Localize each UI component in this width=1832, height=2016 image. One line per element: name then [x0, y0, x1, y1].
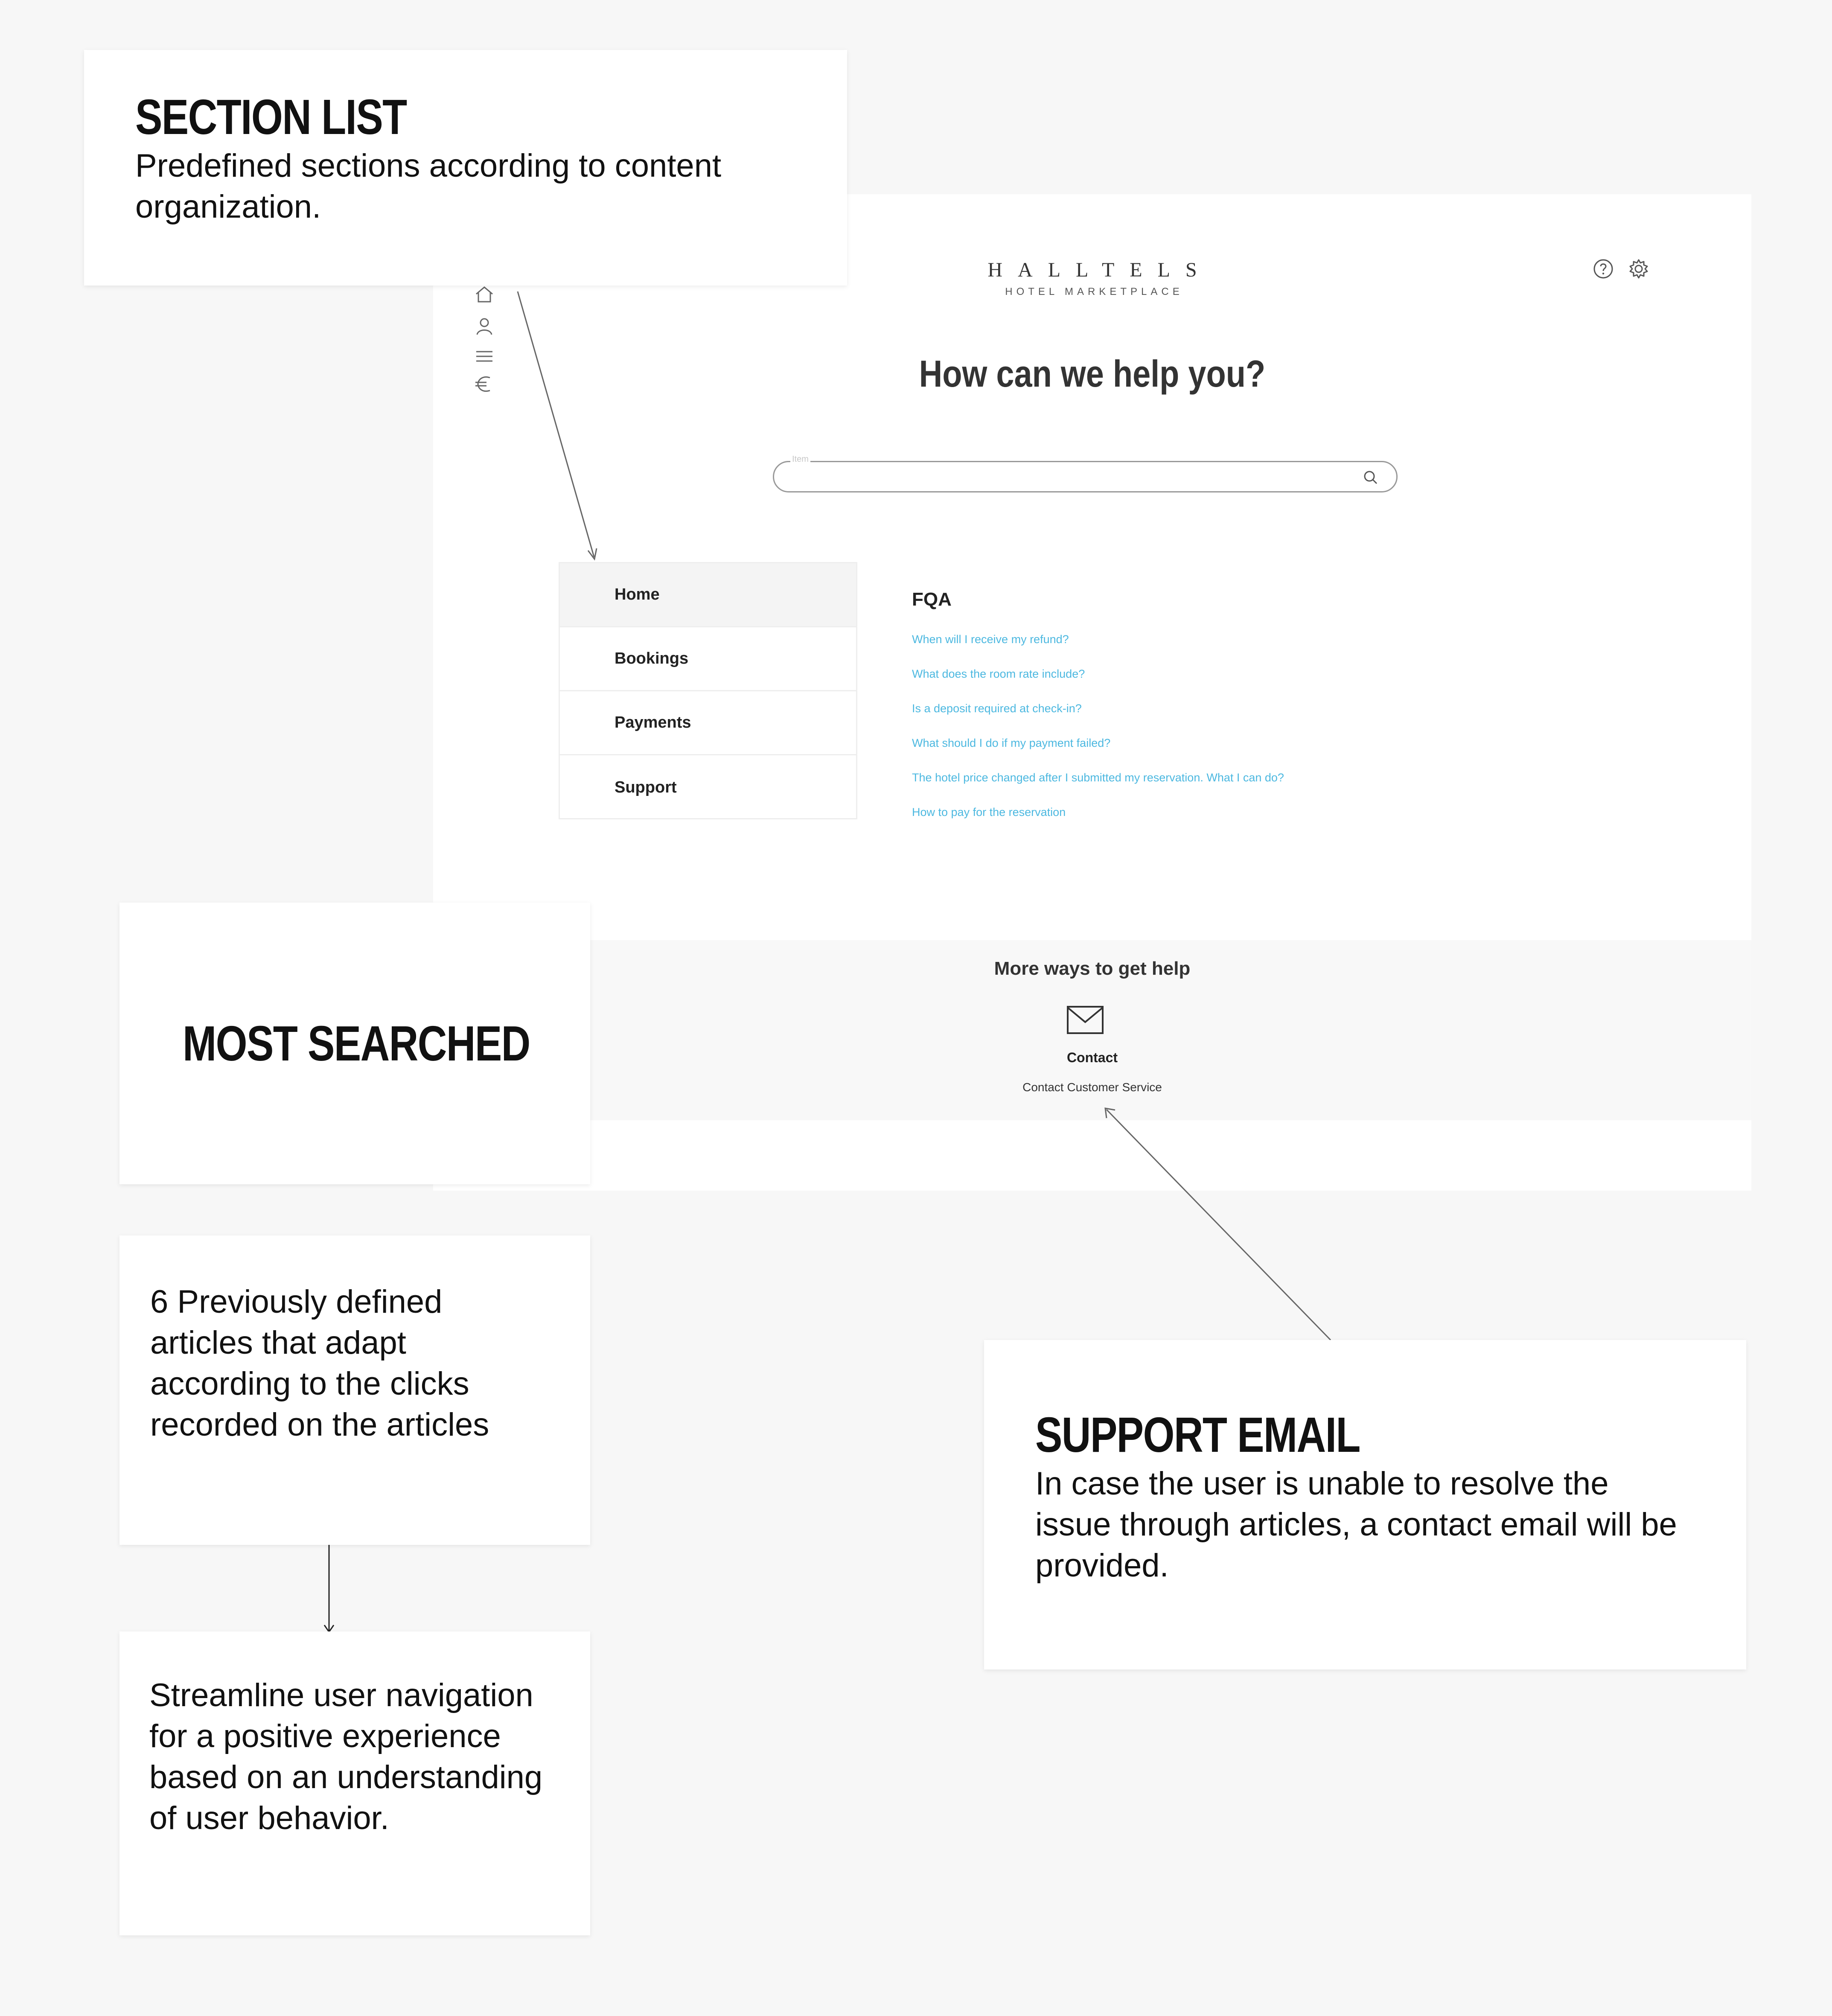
faq-title: FQA — [912, 589, 952, 610]
support-email-arrow — [1107, 1110, 1331, 1340]
section-item-home[interactable]: Home — [560, 563, 856, 627]
contact-label: Contact — [1066, 1050, 1118, 1065]
section-list-text: Predefined sections according to content organization. — [135, 148, 722, 225]
faq-link[interactable]: How to pay for the reservation — [912, 806, 1066, 819]
contact-customer-service-link[interactable]: Contact Customer Service — [1022, 1081, 1162, 1094]
articles-card — [119, 1235, 590, 1545]
section-item-support[interactable]: Support — [615, 778, 677, 796]
section-list-heading: SECTION LIST — [135, 89, 407, 145]
search-label: Item — [790, 454, 810, 464]
support-email-heading: SUPPORT EMAIL — [1035, 1407, 1360, 1462]
section-item-bookings[interactable]: Bookings — [560, 627, 856, 691]
page-title: How can we help you? — [919, 353, 1266, 395]
faq-link[interactable]: What should I do if my payment failed? — [912, 737, 1111, 749]
faq-link[interactable]: Is a deposit required at check-in? — [912, 702, 1082, 715]
section-list-card — [84, 50, 847, 286]
support-email-text: In case the user is unable to resolve the issue through articles, a contact email will be provided. — [1035, 1465, 1677, 1584]
streamline-card — [119, 1631, 590, 1935]
faq-link[interactable]: When will I receive my refund? — [912, 633, 1069, 646]
most-searched-card — [119, 903, 590, 1184]
support-email-card — [984, 1340, 1746, 1669]
brand-title: HALLTELS — [987, 259, 1212, 281]
most-searched-heading: MOST SEARCHED — [183, 1016, 530, 1071]
faq-link[interactable]: The hotel price changed after I submitted my reservation. What I can do? — [912, 771, 1284, 784]
section-item-payments[interactable]: Payments — [560, 691, 856, 755]
section-list-arrow — [518, 291, 594, 557]
streamline-text: Streamline user navigation for a positive experience based on an understanding of user behavior. — [149, 1677, 543, 1836]
articles-text: 6 Previously defined articles that adapt according to the clicks recorded on the articles — [150, 1284, 489, 1443]
brand-subtitle: HOTEL MARKETPLACE — [1005, 286, 1183, 297]
faq-link[interactable]: What does the room rate include? — [912, 667, 1085, 680]
help-heading: More ways to get help — [994, 958, 1191, 979]
